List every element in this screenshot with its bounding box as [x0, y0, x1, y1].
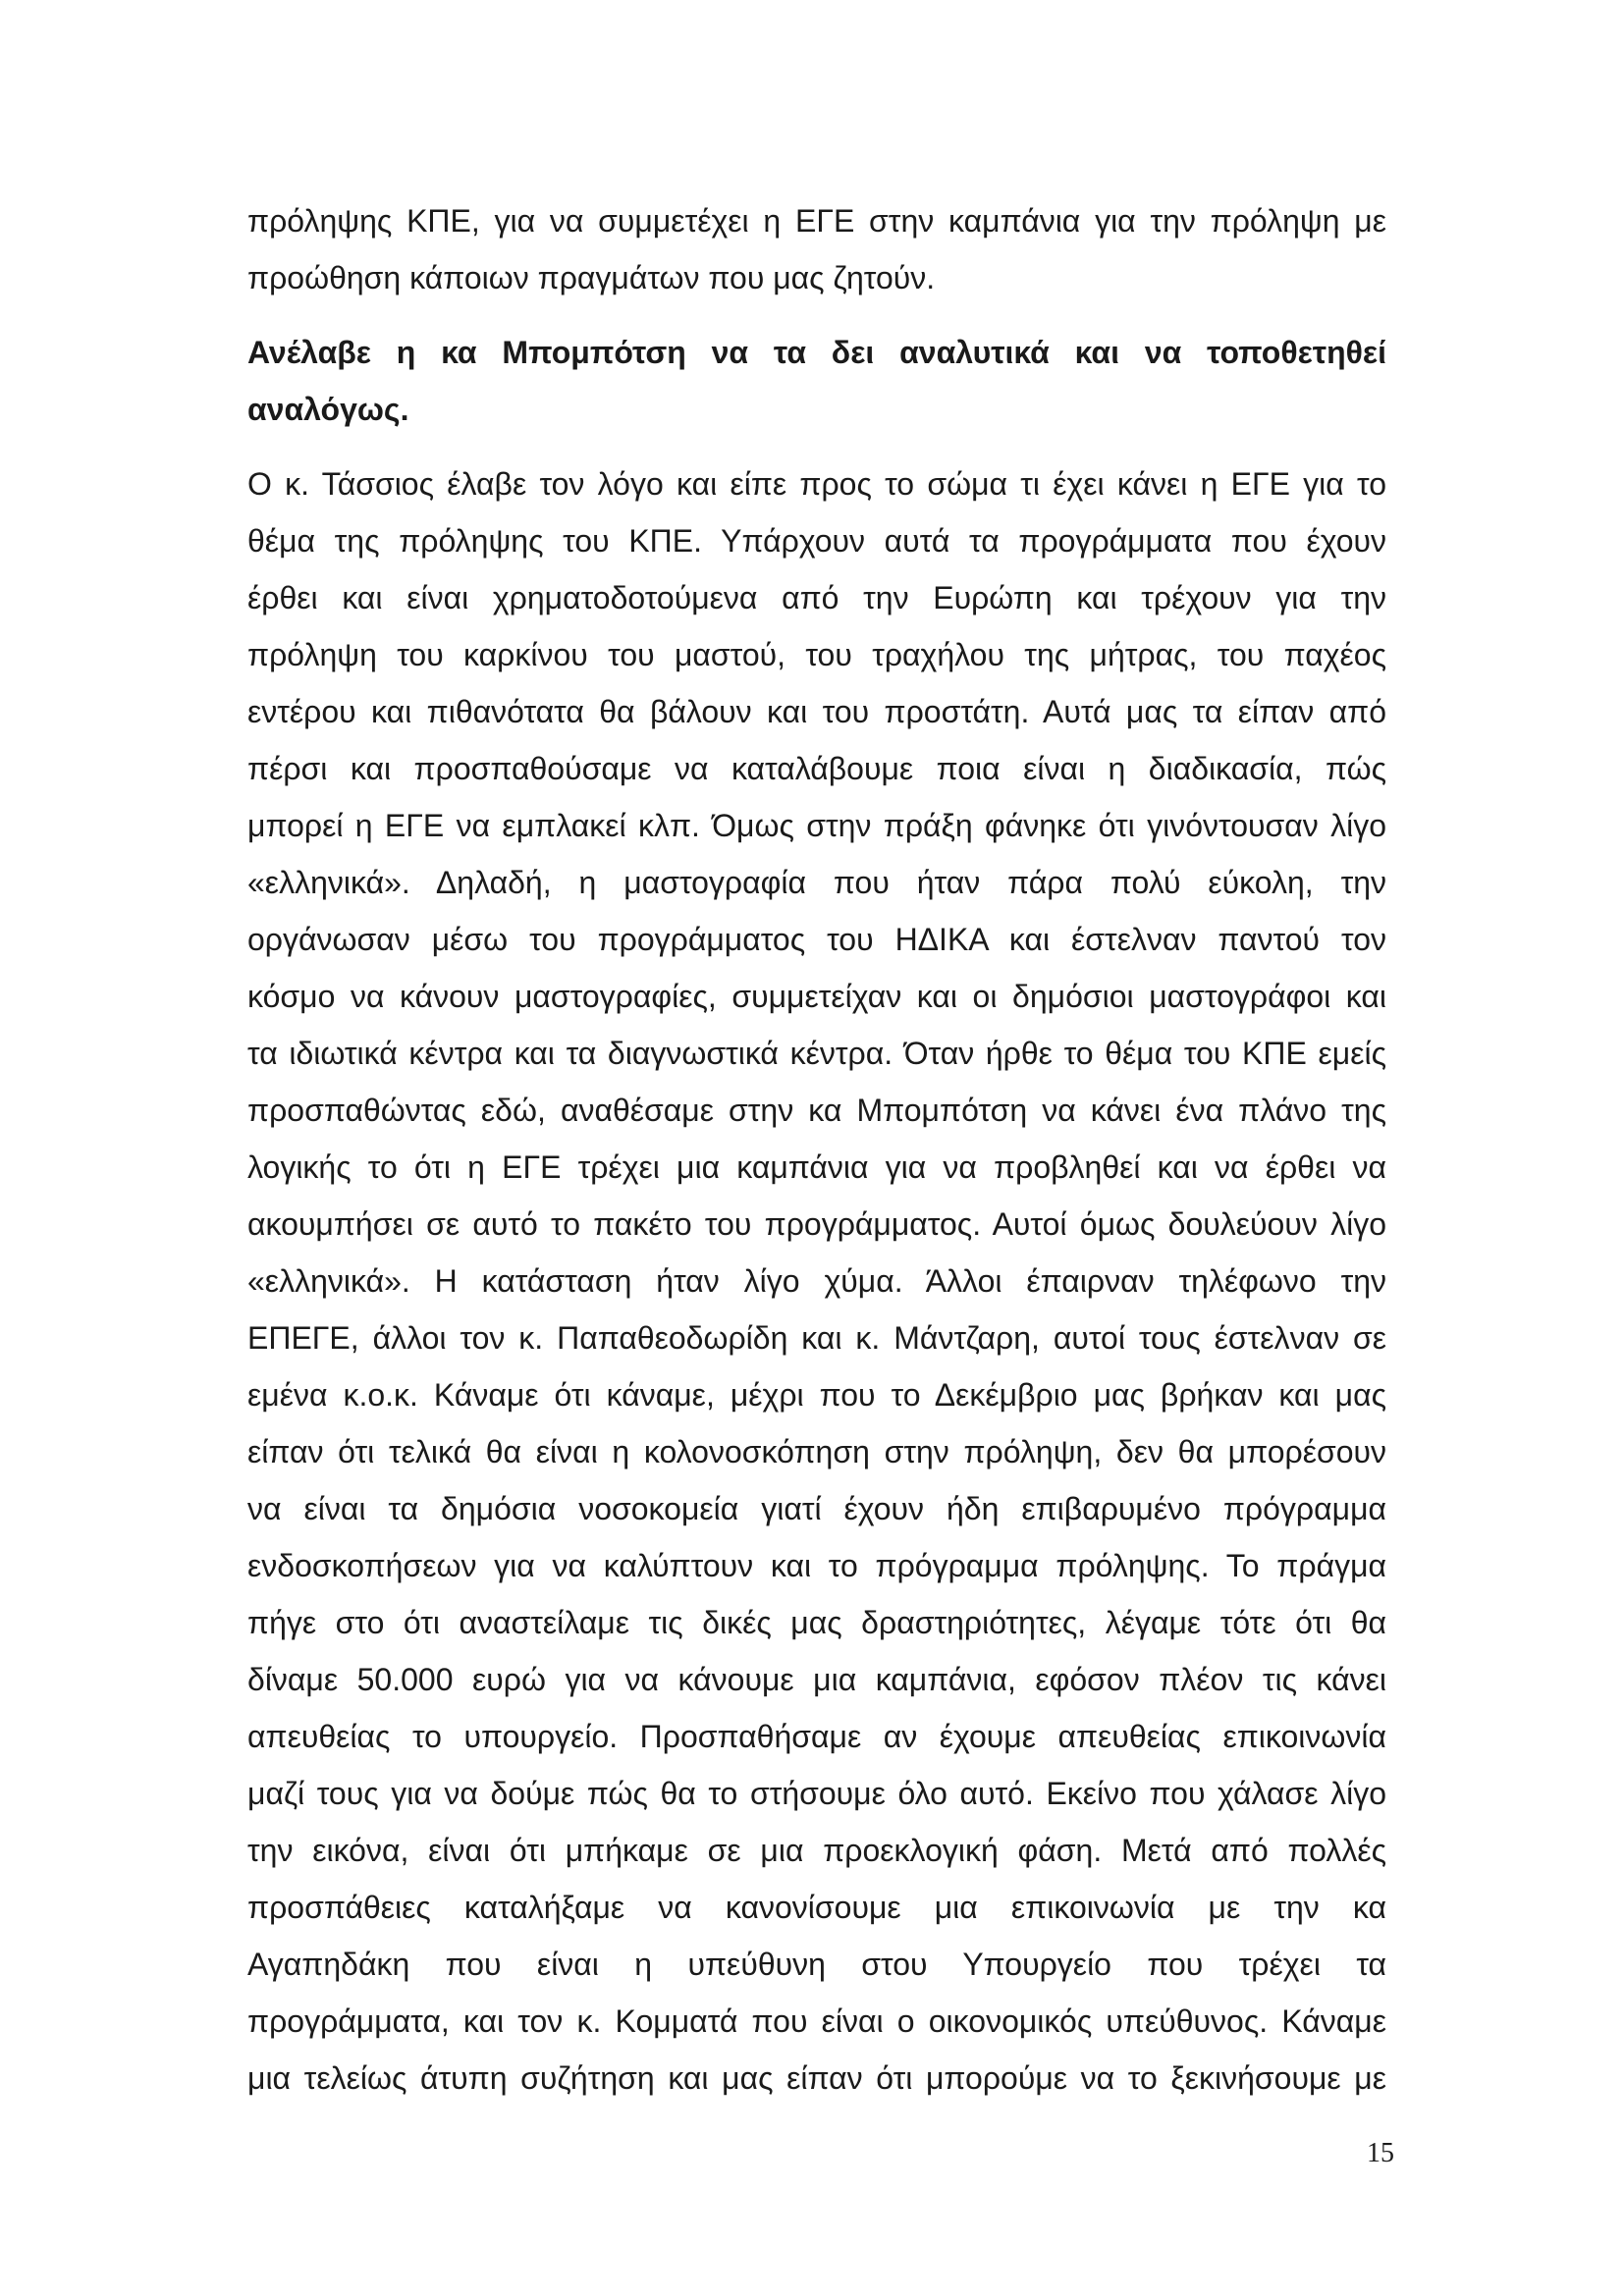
- text-line: μαζί τους για να δούμε πώς θα το στήσουμε όλο αυτό. Εκείνο που χάλασε λίγο: [247, 1776, 1386, 1811]
- text-line: Αγαπηδάκη που είναι η υπεύθυνη στου Υπουργείο που τρέχει τα: [247, 1947, 1386, 1982]
- text-line: προώθηση κάποιων πραγμάτων που μας ζητούν.: [247, 260, 936, 295]
- text-line: λογικής το ότι η ΕΓΕ τρέχει μια καμπάνια για να προβληθεί και να έρθει να: [247, 1149, 1386, 1185]
- text-line: θέμα της πρόληψης του ΚΠΕ. Υπάρχουν αυτά τα προγράμματα που έχουν: [247, 523, 1386, 559]
- text-line: προγράμματα, και τον κ. Κομματά που είναι ο οικονομικός υπεύθυνος. Κάναμε: [247, 2003, 1386, 2039]
- text-line: εντέρου και πιθανότατα θα βάλουν και του προστάτη. Αυτά μας τα είπαν από: [247, 694, 1386, 729]
- text-line: πρόληψη του καρκίνου του μαστού, του τραχήλου της μήτρας, του παχέος: [247, 637, 1386, 672]
- text-line: πέρσι και προσπαθούσαμε να καταλάβουμε ποια είναι η διαδικασία, πώς: [247, 751, 1386, 786]
- text-line: προσπάθειες καταλήξαμε να κανονίσουμε μια επικοινωνία με την κα: [247, 1890, 1386, 1925]
- text-line: ακουμπήσει σε αυτό το πακέτο του προγράμματος. Αυτοί όμως δουλεύουν λίγο: [247, 1206, 1386, 1242]
- text-line: Ο κ. Τάσσιος έλαβε τον λόγο και είπε προς το σώμα τι έχει κάνει η ΕΓΕ για το: [247, 466, 1386, 502]
- text-line: δίναμε 50.000 ευρώ για να κάνουμε μια καμπάνια, εφόσον πλέον τις κάνει: [247, 1662, 1386, 1697]
- text-line: απευθείας το υπουργείο. Προσπαθήσαμε αν έχουμε απευθείας επικοινωνία: [247, 1719, 1386, 1754]
- text-line: είπαν ότι τελικά θα είναι η κολονοσκόπηση στην πρόληψη, δεν θα μπορέσουν: [247, 1434, 1386, 1469]
- page-number: 15: [1367, 2138, 1394, 2168]
- document-body: [247, 192, 1386, 2124]
- text-line: οργάνωσαν μέσω του προγράμματος του ΗΔΙΚΑ και έστελναν παντού τον: [247, 922, 1386, 957]
- text-line: κόσμο να κάνουν μαστογραφίες, συμμετείχαν και οι δημόσιοι μαστογράφοι και: [247, 979, 1386, 1014]
- text-line: αναλόγως.: [247, 392, 409, 427]
- text-line: ενδοσκοπήσεων για να καλύπτουν και το πρόγραμμα πρόληψης. Το πράγμα: [247, 1548, 1386, 1583]
- paragraph: [247, 455, 1386, 2107]
- paragraph: [247, 192, 1386, 306]
- text-line: τα ιδιωτικά κέντρα και τα διαγνωστικά κέντρα. Όταν ήρθε το θέμα του ΚΠΕ εμείς: [247, 1036, 1386, 1071]
- text-line: την εικόνα, είναι ότι μπήκαμε σε μια προεκλογική φάση. Μετά από πολλές: [247, 1833, 1386, 1868]
- bold-paragraph: [247, 324, 1386, 438]
- text-line: μια τελείως άτυπη συζήτηση και μας είπαν ότι μπορούμε να το ξεκινήσουμε με: [247, 2060, 1386, 2096]
- text-line: ΕΠΕΓΕ, άλλοι τον κ. Παπαθεοδωρίδη και κ. Μάντζαρη, αυτοί τους έστελναν σε: [247, 1320, 1386, 1356]
- text-line: προσπαθώντας εδώ, αναθέσαμε στην κα Μπομπότση να κάνει ένα πλάνο της: [247, 1093, 1386, 1128]
- text-line: πρόληψης ΚΠΕ, για να συμμετέχει η ΕΓΕ στην καμπάνια για την πρόληψη με: [247, 203, 1386, 239]
- text-line: «ελληνικά». Δηλαδή, η μαστογραφία που ήταν πάρα πολύ εύκολη, την: [247, 865, 1386, 900]
- text-line: «ελληνικά». Η κατάσταση ήταν λίγο χύμα. Άλλοι έπαιρναν τηλέφωνο την: [247, 1263, 1386, 1299]
- text-line: να είναι τα δημόσια νοσοκομεία γιατί έχουν ήδη επιβαρυμένο πρόγραμμα: [247, 1491, 1386, 1526]
- text-line: έρθει και είναι χρηματοδοτούμενα από την Ευρώπη και τρέχουν για την: [247, 580, 1386, 615]
- text-line: μπορεί η ΕΓΕ να εμπλακεί κλπ. Όμως στην πράξη φάνηκε ότι γινόντουσαν λίγο: [247, 808, 1386, 843]
- text-line: Ανέλαβε η κα Μπομπότση να τα δει αναλυτικά και να τοποθετηθεί: [247, 335, 1386, 370]
- text-line: εμένα κ.ο.κ. Κάναμε ότι κάναμε, μέχρι που το Δεκέμβριο μας βρήκαν και μας: [247, 1377, 1386, 1413]
- text-line: πήγε στο ότι αναστείλαμε τις δικές μας δραστηριότητες, λέγαμε τότε ότι θα: [247, 1605, 1386, 1640]
